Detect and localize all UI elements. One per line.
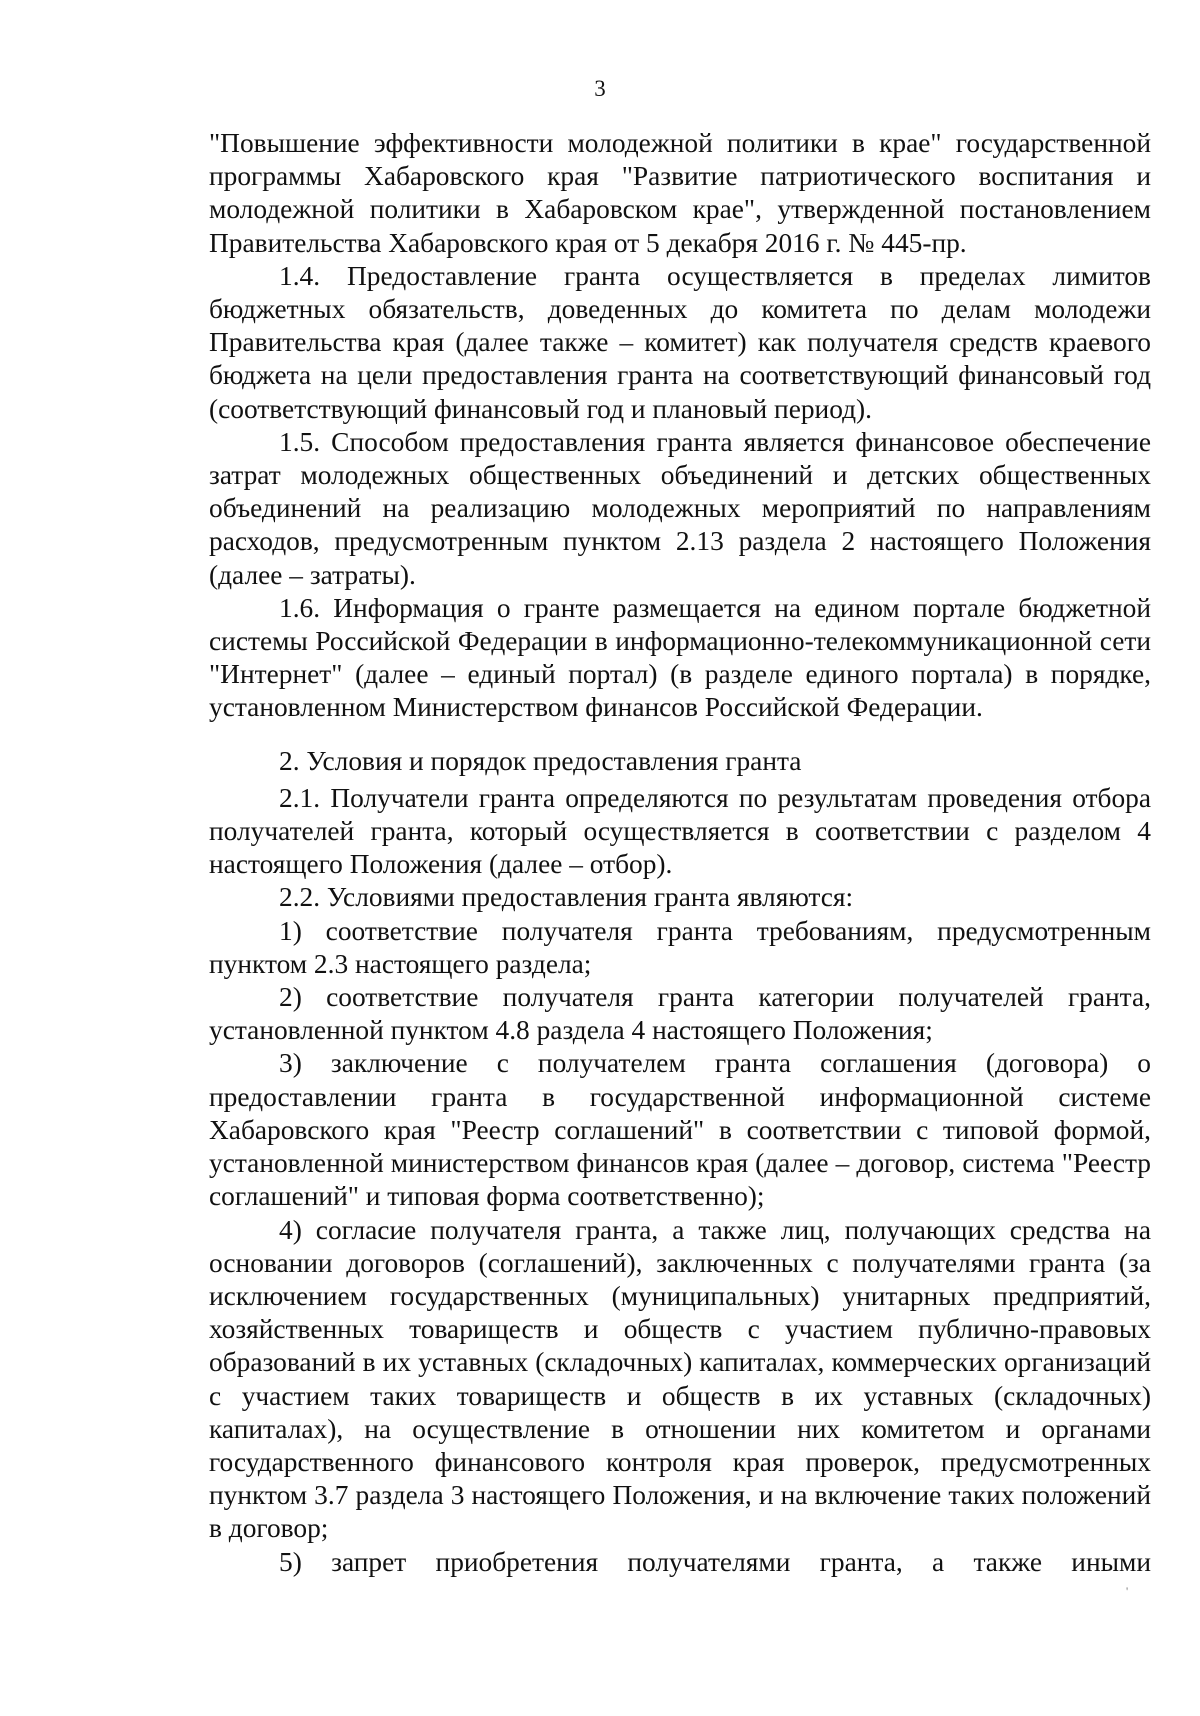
list-item-3: 3) заключение с получателем гранта соглашения (договора) о предоставлении гранта в государственной информационной системе Хабаровского края "Реестр соглашений" в соответствии с типовой формой, установленной министерством финансов края (далее – договор, система "Реестр соглашений" и типовая форма соответственно); [209,1048,1151,1212]
page-mark: ' [1126,1584,1129,1598]
document-body [209,127,1151,1579]
paragraph-continuation: "Повышение эффективности молодежной политики в крае" государственной программы Хабаровского края "Развитие патриотического воспитания и молодежной политики в Хабаровском крае", утвержденной постановлением Правительства Хабаровского края от 5 декабря 2016 г. № 445-пр. [209,128,1151,258]
section-heading: 2. Условия и порядок предоставления гранта [279,745,802,776]
list-item-2: 2) соответствие получателя гранта категории получателей гранта, установленной пунктом 4.8 раздела 4 настоящего Положения; [209,982,1151,1046]
paragraph-2-1: 2.1. Получатели гранта определяются по результатам проведения отбора получателей гранта, который осуществляется в соответствии с разделом 4 настоящего Положения (далее – отбор). [209,782,1151,880]
paragraph-1-5: 1.5. Способом предоставления гранта является финансовое обеспечение затрат молодежных общественных объединений и детских общественных объединений на реализацию молодежных мероприятий по направлениям расходов, предусмотренным пунктом 2.13 раздела 2 настоящего Положения (далее – затраты). [209,426,1151,590]
paragraph-1-4: 1.4. Предоставление гранта осуществляется в пределах лимитов бюджетных обязательств, доведенных до комитета по делам молодежи Правительства края (далее также – комитет) как получателя средств краевого бюджета на цели предоставления гранта на соответствующий финансовый год (соответствующий финансовый год и плановый период). [209,260,1151,424]
paragraph-1-6: 1.6. Информация о гранте размещается на едином портале бюджетной системы Российской Федерации в информационно-телекоммуникационной сети "Интернет" (далее – единый портал) (в разделе единого портала) в порядке, установленном Министерством финансов Российской Федерации. [209,592,1151,723]
list-item-1: 1) соответствие получателя гранта требованиям, предусмотренным пунктом 2.3 настоящего раздела; [209,915,1151,979]
page-number: 3 [594,76,606,101]
list-item-5: 5) запрет приобретения получателями гранта, а также иными [279,1546,1151,1577]
list-item-4: 4) согласие получателя гранта, а также лиц, получающих средства на основании договоров (соглашений), заключенных с получателями гранта (за исключением государственных (муниципальных) унитарных предприятий, хозяйственных товариществ и обществ с участием публично-правовых образований в их уставных (складочных) капиталах, коммерческих организаций с участием таких товариществ и обществ в их уставных (складочных) капиталах), на осуществление в отношении них комитетом и органами государственного финансового контроля края проверок, предусмотренных пунктом 3.7 раздела 3 настоящего Положения, и на включение таких положений в договор; [209,1214,1151,1544]
paragraph-2-2: 2.2. Условиями предоставления гранта являются: [279,882,854,913]
